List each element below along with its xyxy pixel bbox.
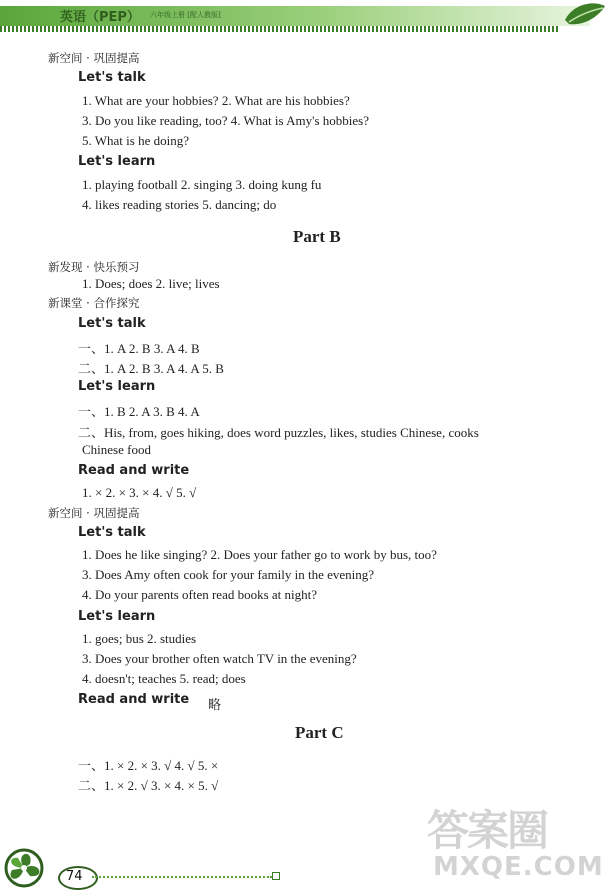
answer-line: 二、1. × 2. √ 3. × 4. × 5. √ [78,778,219,793]
answer-line: Chinese food [82,442,151,457]
answer-line: 二、1. A 2. B 3. A 4. A 5. B [78,361,224,376]
part-title: Part C [295,723,344,742]
section-heading: 新课堂 · 合作探究 [48,296,140,310]
answer-line: 3. Does Amy often cook for your family in the evening? [82,567,375,582]
book-title: 英语（PEP） [60,10,140,25]
watermark [425,798,605,890]
page-header [0,0,607,36]
leaf-icon [559,0,607,36]
answer-line: 4. likes reading stories 5. dancing; do [82,197,277,212]
subheading: Read and write [78,692,190,707]
section-heading: 新空间 · 巩固提高 [48,506,140,520]
subheading: Let's learn [78,609,156,624]
book-subtitle: 六年级上册 [配人教版] [150,11,221,19]
answer-line: 3. Do you like reading, too? 4. What is Amy's hobbies? [82,113,369,128]
answer-line: 二、His, from, goes hiking, does word puzzles, likes, studies Chinese, cooks [78,425,479,440]
answer-line: 1. Does; does 2. live; lives [82,276,220,291]
answer-line: 4. Do your parents often read books at night? [82,587,318,602]
page-number: 74 [66,869,83,884]
answer-line: 5. What is he doing? [82,133,189,148]
watermark-top: 答案圈 [427,806,548,855]
header-stripes [0,26,560,32]
answer-value: 略 [208,697,222,712]
subheading: Let's talk [78,525,146,540]
part-title: Part B [293,227,341,246]
subheading: Let's talk [78,70,146,85]
answer-line: 一、1. A 2. B 3. A 4. B [78,341,200,356]
watermark-bottom: MXQE.COM [433,852,604,882]
answer-line: 1. What are your hobbies? 2. What are his hobbies? [82,93,350,108]
answer-line: 一、1. × 2. × 3. √ 4. √ 5. × [78,758,219,773]
subheading: Read and write [78,463,190,478]
answer-line: 4. doesn't; teaches 5. read; does [82,671,246,686]
answer-line: 3. Does your brother often watch TV in the evening? [82,651,357,666]
answer-line: 1. Does he like singing? 2. Does your father go to work by bus, too? [82,547,437,562]
footer-square-icon [272,872,280,880]
subheading: Let's learn [78,379,156,394]
subheading: Let's learn [78,154,156,169]
footer-divider [92,876,272,878]
answer-line: 1. playing football 2. singing 3. doing kung fu [82,177,322,192]
answer-line: 1. × 2. × 3. × 4. √ 5. √ [82,485,197,500]
section-heading: 新空间 · 巩固提高 [48,51,140,65]
section-heading: 新发现 · 快乐预习 [48,260,140,274]
flower-icon [0,842,66,893]
answer-line: 一、1. B 2. A 3. B 4. A [78,404,200,419]
subheading: Let's talk [78,316,146,331]
answer-line: 1. goes; bus 2. studies [82,631,197,646]
